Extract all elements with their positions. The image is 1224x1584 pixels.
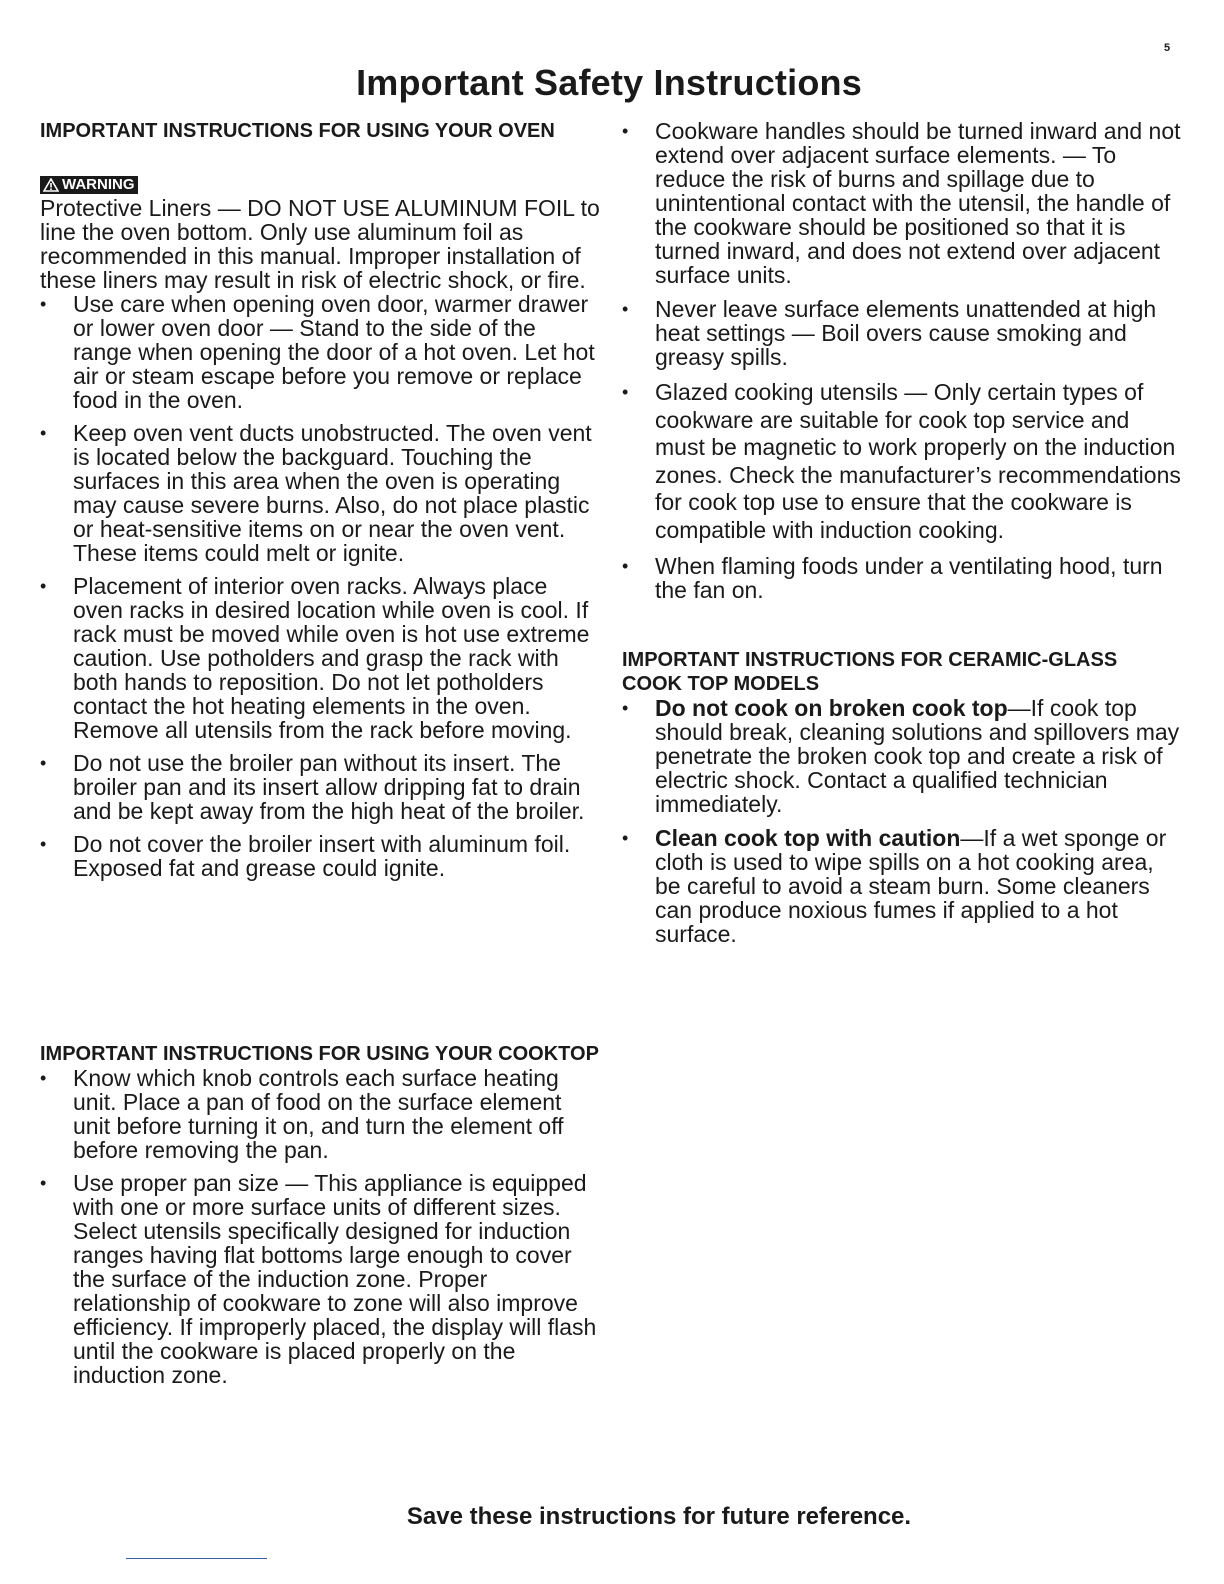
cooktop-continued-list bbox=[622, 119, 1182, 602]
oven-section-heading: IMPORTANT INSTRUCTIONS FOR USING YOUR OVEN bbox=[40, 120, 555, 142]
list-item: • Cookware handles should be turned inward and not extend over adjacent surface elements. — To reduce the risk of burns and spillage due to unintentional contact with the utensil, the handle of the cookware should be positioned so that it is turned inward, and does not extend over adjacent surface units. bbox=[622, 119, 1182, 287]
footer-divider bbox=[126, 1558, 267, 1559]
list-item-text: —If cook top should break, cleaning solutions and spillovers may penetrate the broken cook top and create a risk of electric shock. Contact a qualified technician immediately. bbox=[655, 695, 1180, 817]
list-item bbox=[622, 696, 1182, 816]
oven-section bbox=[40, 119, 600, 889]
list-item: • Placement of interior oven racks. Always place oven racks in desired location while oven is cool. If rack must be moved while oven is hot use extreme caution. Use potholders and grasp the rack with both hands to reposition. Do not let potholders contact the hot heating elements in the oven. Remove all utensils from the rack before moving. bbox=[40, 574, 600, 742]
ceramic-section-heading: IMPORTANT INSTRUCTIONS FOR CERAMIC-GLASS COOK TOP MODELS bbox=[622, 649, 1118, 695]
page-title: Important Safety Instructions bbox=[356, 62, 862, 103]
cooktop-section bbox=[40, 1042, 600, 1396]
page-number: 5 bbox=[1164, 42, 1171, 54]
warning-label: WARNING bbox=[62, 176, 135, 193]
warning-text: Protective Liners — DO NOT USE ALUMINUM FOIL to line the oven bottom. Only use aluminum foil as recommended in this manual. Improper installation of these liners may result in risk of electric shock, or fire. bbox=[40, 195, 600, 293]
list-item-lead: Clean cook top with caution bbox=[655, 825, 961, 851]
list-item: • When flaming foods under a ventilating hood, turn the fan on. bbox=[622, 554, 1182, 602]
list-item: • Use proper pan size — This appliance is equipped with one or more surface units of different sizes. Select utensils specifically designed for induction ranges having flat bottoms large enough to cover the surface of the induction zone. Proper relationship of cookware to zone will also improve efficiency. If improperly placed, the display will flash until the cookware is placed properly on the induction zone. bbox=[40, 1171, 600, 1387]
list-item: • Do not use the broiler pan without its insert. The broiler pan and its insert allow dripping fat to drain and be kept away from the high heat of the broiler. bbox=[40, 751, 600, 823]
list-item: • Use care when opening oven door, warmer drawer or lower oven door — Stand to the side of the range when opening the door of a hot oven. Let hot air or steam escape before you remove or replace food in the oven. bbox=[40, 292, 600, 412]
list-item: • Never leave surface elements unattended at high heat settings — Boil overs cause smoking and greasy spills. bbox=[622, 297, 1182, 369]
list-item-text: —If a wet sponge or cloth is used to wipe spills on a hot cooking area, be careful to avoid a steam burn. Some cleaners can produce noxious fumes if applied to a hot surface. bbox=[655, 825, 1167, 947]
warning-badge bbox=[40, 176, 138, 194]
list-item: • Know which knob controls each surface heating unit. Place a pan of food on the surface element unit before turning it on, and turn the element off before removing the pan. bbox=[40, 1066, 600, 1162]
footer-note: Save these instructions for future reference. bbox=[406, 1503, 912, 1530]
list-item-lead: Do not cook on broken cook top bbox=[655, 695, 1008, 721]
cooktop-section-heading: IMPORTANT INSTRUCTIONS FOR USING YOUR COOKTOP bbox=[40, 1043, 599, 1065]
list-item: • Do not cover the broiler insert with aluminum foil. Exposed fat and grease could ignite. bbox=[40, 832, 600, 880]
ceramic-instruction-list bbox=[622, 696, 1182, 946]
list-item: • Keep oven vent ducts unobstructed. The oven vent is located below the backguard. Touching the surfaces in this area when the oven is operating may cause severe burns. Also, do not place plastic or heat-sensitive items on or near the oven vent. These items could melt or ignite. bbox=[40, 421, 600, 565]
oven-instruction-list bbox=[40, 292, 600, 880]
cooktop-continued-section bbox=[622, 119, 1182, 956]
list-item bbox=[622, 826, 1182, 946]
warning-triangle-icon bbox=[43, 178, 59, 192]
list-item: • Glazed cooking utensils — Only certain types of cookware are suitable for cook top service and must be magnetic to work properly on the induction zones. Check the manufacturer’s recommendations for cook top use to ensure that the cookware is compatible with induction cooking. bbox=[622, 379, 1182, 544]
cooktop-instruction-list bbox=[40, 1066, 600, 1387]
